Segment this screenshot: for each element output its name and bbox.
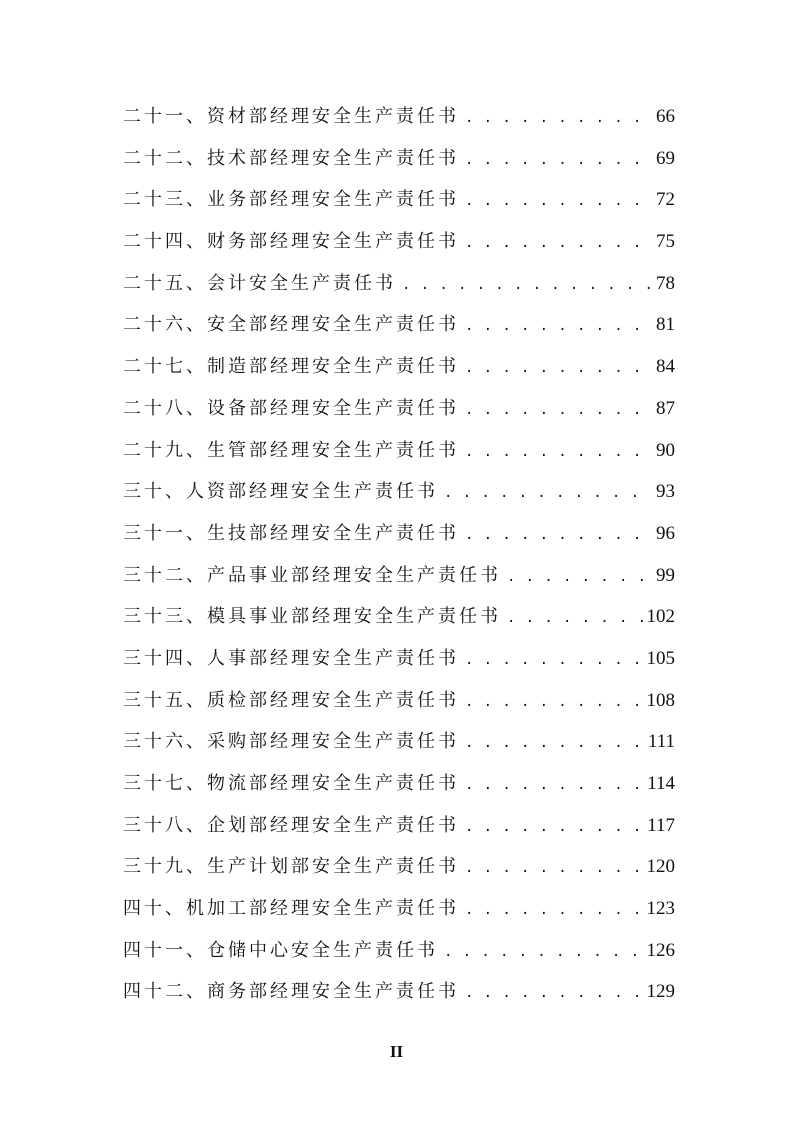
toc-entry-page: 114 [647,773,675,794]
toc-leader-dots [507,596,643,640]
toc-entry-page: 108 [646,689,675,711]
toc-entry[interactable] [123,96,675,138]
toc-entry-page: 84 [656,356,675,378]
toc-entry-page: 72 [656,189,675,211]
toc-leader-dots [444,930,643,974]
toc-entry-page: 69 [656,147,675,169]
toc-entry[interactable] [123,304,675,346]
toc-entry-title: 二十三、业务部经理安全生产责任书 [123,189,459,211]
toc-entry[interactable] [123,888,675,930]
toc-entry-title: 三十一、生技部经理安全生产责任书 [123,522,459,544]
toc-entry-title: 三十四、人事部经理安全生产责任书 [123,647,459,669]
toc-entry[interactable] [123,846,675,888]
toc-leader-dots [465,388,652,432]
toc-leader-dots [465,971,643,1015]
toc-entry-title: 四十一、仓储中心安全生产责任书 [123,939,438,961]
toc-entry-page: 102 [646,606,675,628]
toc-leader-dots [465,513,652,557]
toc-entry-title: 二十六、安全部经理安全生产责任书 [123,314,459,336]
toc-entry-title: 四十二、商务部经理安全生产责任书 [123,981,459,1003]
toc-entry-page: 75 [656,231,675,253]
table-of-contents [123,96,675,1013]
toc-leader-dots [465,304,652,348]
toc-leader-dots [465,346,652,390]
toc-leader-dots [465,221,652,265]
toc-entry[interactable] [123,596,675,638]
toc-leader-dots [465,846,643,890]
toc-entry[interactable] [123,471,675,513]
toc-leader-dots [465,430,652,474]
toc-entry-title: 三十三、模具事业部经理安全生产责任书 [123,606,501,628]
page-number: II [389,1042,404,1061]
toc-entry-page: 93 [656,481,675,503]
toc-entry-page: 90 [656,439,675,461]
toc-entry-page: 66 [656,106,675,127]
toc-entry-title: 三十七、物流部经理安全生产责任书 [123,773,459,794]
toc-leader-dots [465,721,644,765]
toc-entry-page: 99 [656,564,675,586]
toc-entry[interactable] [123,221,675,263]
toc-entry-title: 三十五、质检部经理安全生产责任书 [123,689,459,711]
toc-entry[interactable] [123,555,675,597]
toc-entry-title: 三十八、企划部经理安全生产责任书 [123,814,459,836]
toc-entry-title: 二十七、制造部经理安全生产责任书 [123,356,459,378]
toc-leader-dots [465,96,652,140]
toc-entry[interactable] [123,388,675,430]
toc-entry[interactable] [123,638,675,680]
toc-entry[interactable] [123,263,675,305]
toc-entry-page: 78 [656,272,675,294]
toc-entry-page: 129 [646,981,675,1003]
toc-entry-title: 三十九、生产计划部安全生产责任书 [123,856,459,878]
toc-leader-dots [507,555,652,599]
toc-entry-page: 117 [647,814,675,836]
toc-entry-title: 三十、人资部经理安全生产责任书 [123,481,438,503]
toc-entry-page: 120 [646,856,675,878]
toc-entry-page: 105 [646,647,675,669]
toc-entry-page: 123 [646,898,675,920]
toc-leader-dots [465,638,643,682]
toc-entry-title: 二十八、设备部经理安全生产责任书 [123,397,459,419]
toc-entry-title: 二十四、财务部经理安全生产责任书 [123,231,459,253]
toc-entry[interactable] [123,971,675,1013]
toc-entry[interactable] [123,805,675,847]
toc-leader-dots [465,763,643,807]
toc-entry-page: 111 [647,731,675,753]
toc-leader-dots [465,138,652,182]
toc-entry-title: 二十五、会计安全生产责任书 [123,272,396,294]
toc-entry[interactable] [123,346,675,388]
toc-entry-title: 三十六、采购部经理安全生产责任书 [123,731,459,753]
toc-entry-page: 81 [656,314,675,336]
toc-entry-title: 二十一、资材部经理安全生产责任书 [123,106,459,127]
toc-entry[interactable] [123,680,675,722]
toc-entry[interactable] [123,430,675,472]
toc-entry[interactable] [123,721,675,763]
toc-leader-dots [465,179,652,223]
toc-entry[interactable] [123,763,675,805]
toc-leader-dots [444,471,652,515]
toc-leader-dots [465,805,643,849]
toc-entry-page: 126 [646,939,675,961]
toc-entry-title: 二十二、技术部经理安全生产责任书 [123,147,459,169]
toc-entry[interactable] [123,179,675,221]
toc-leader-dots [465,680,643,724]
toc-leader-dots [465,888,643,932]
toc-entry[interactable] [123,138,675,180]
toc-entry-title: 三十二、产品事业部经理安全生产责任书 [123,564,501,586]
toc-entry-page: 87 [656,397,675,419]
toc-entry-title: 二十九、生管部经理安全生产责任书 [123,439,459,461]
toc-entry-title: 四十、机加工部经理安全生产责任书 [123,898,459,920]
toc-entry-page: 96 [656,522,675,544]
toc-entry[interactable] [123,930,675,972]
toc-leader-dots [402,263,652,307]
toc-entry[interactable] [123,513,675,555]
